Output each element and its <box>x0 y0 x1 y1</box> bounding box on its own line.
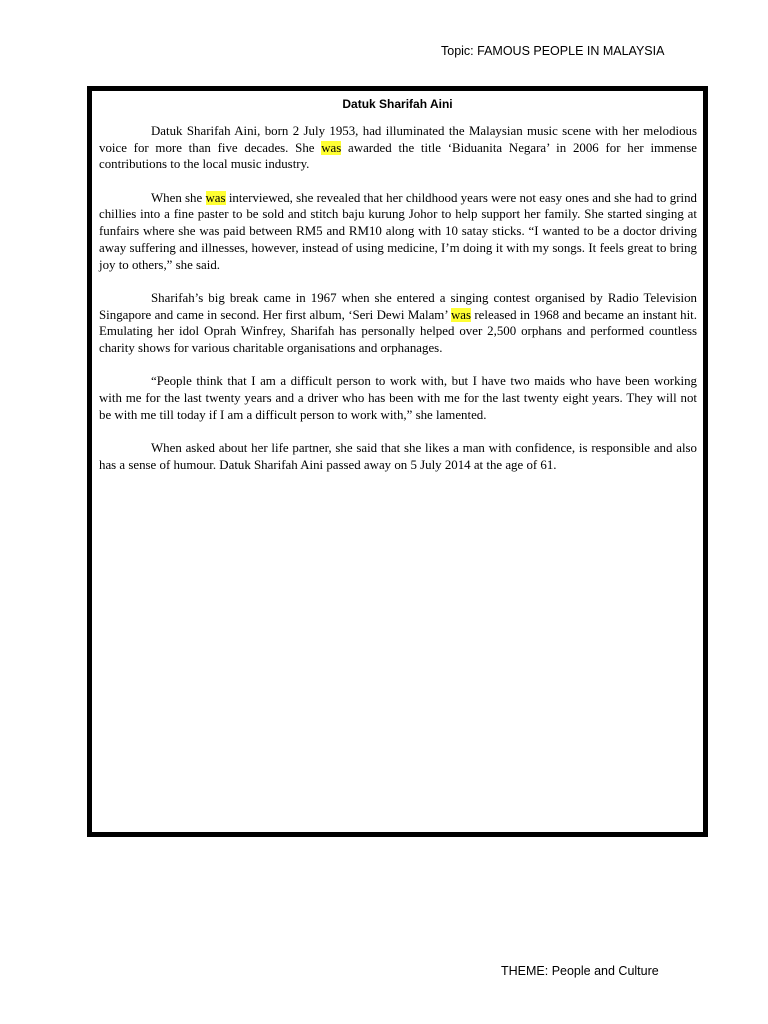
article-title: Datuk Sharifah Aini <box>342 97 453 111</box>
paragraph-text: Datuk Sharifah Aini, born 2 July 1953, had illuminated the Malaysian music scene with her melodious voice for more than five decades. She <box>99 124 697 155</box>
article-body <box>99 123 697 490</box>
paragraph-text: “People think that I am a difficult person to work with, but I have two maids who have been working with me for the last twenty years and a driver who has been with me for the last twenty eight years. They will not be with me till today if I am a difficult person to work with,” she lamented. <box>99 374 697 422</box>
paragraph-text: When she <box>151 190 206 205</box>
paragraph-text: interviewed, she revealed that her childhood years were not easy ones and she had to grind chillies into a fine paster to be sold and stitch baju kurung Johor to help support her family. She started singing at funfairs where she was paid between RM5 and RM10 along with 10 satay sticks. “I wanted to be a doctor driving away suffering and illnesses, however, instead of using medicine, I’m doing it with my songs. It feels great to bring joy to others,” she said. <box>99 190 697 272</box>
paragraph-1 <box>99 123 697 173</box>
paragraph-3 <box>99 290 697 357</box>
paragraph-5 <box>99 440 697 473</box>
paragraph-2 <box>99 190 697 274</box>
topic-header: Topic: FAMOUS PEOPLE IN MALAYSIA <box>441 44 665 58</box>
theme-footer: THEME: People and Culture <box>501 964 659 978</box>
highlighted-word: was <box>321 140 342 155</box>
highlighted-word: was <box>205 190 226 205</box>
article-frame <box>87 86 708 837</box>
paragraph-text: awarded the title ‘Biduanita Negara’ in 2006 for her immense contributions to the local music industry. <box>99 140 697 172</box>
highlighted-word: was <box>451 307 472 322</box>
paragraph-text: Sharifah’s big break came in 1967 when she entered a singing contest organised by Radio Television Singapore and came in second. Her first album, ‘Seri Dewi Malam’ <box>99 290 697 322</box>
paragraph-text: released in 1968 and became an instant hit. Emulating her idol Oprah Winfrey, Sharifah has personally helped over 2,500 orphans and performed countless charity shows for various charitable organisations and orphanages. <box>99 307 697 355</box>
paragraph-4 <box>99 373 697 423</box>
paragraph-text: When asked about her life partner, she said that she likes a man with confidence, is responsible and also has a sense of humour. Datuk Sharifah Aini passed away on 5 July 2014 at the age of 61. <box>99 440 697 472</box>
